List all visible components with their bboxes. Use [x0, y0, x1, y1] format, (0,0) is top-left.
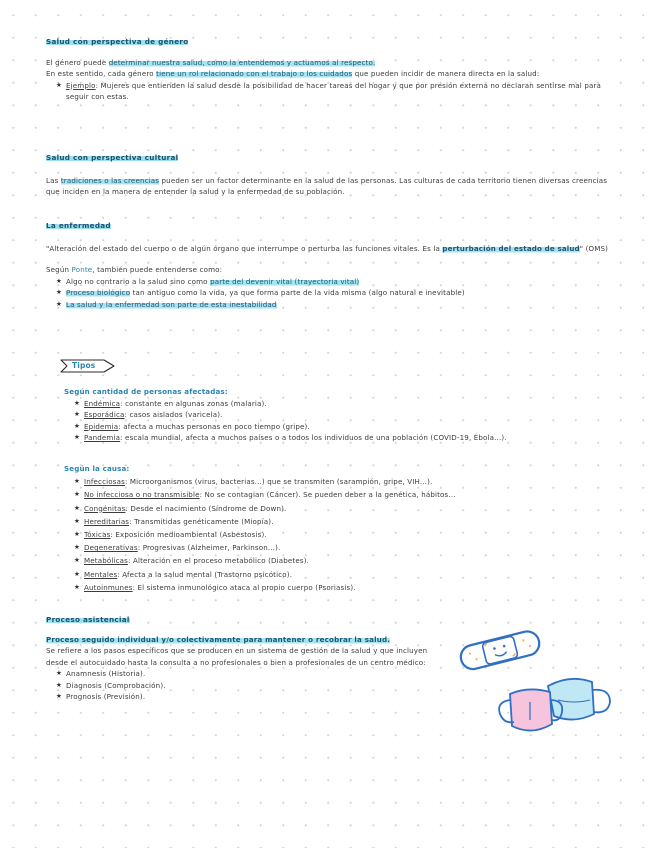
- count-list: [64, 398, 624, 444]
- highlight-text: Proceso biológico: [66, 288, 131, 297]
- text: : constante en algunas zonas (malaria).: [120, 398, 267, 408]
- tipos-label: Tipos: [72, 361, 96, 370]
- term: Autoinmunes: [84, 582, 133, 592]
- text: : Desde el nacimiento (Síndrome de Down).: [125, 503, 287, 513]
- highlight-text: perturbación del estado de salud: [442, 243, 580, 253]
- text: En este sentido, cada género: [46, 69, 157, 78]
- cause-list: [64, 475, 624, 594]
- list-item: [56, 299, 616, 311]
- heading-care-process: Proceso asistencial: [46, 615, 130, 624]
- cultural-paragraph: [46, 175, 616, 198]
- term: Congénitas: [84, 503, 126, 513]
- text: : casos aislados (varicela).: [124, 410, 223, 419]
- list-item: [74, 528, 624, 541]
- text: , también puede entenderse como:: [92, 265, 223, 274]
- heading-disease: La enfermedad: [46, 221, 111, 230]
- text: pueden ser un factor determinante en la salud de las personas. Las culturas de cada territorio tienen diversas creencias que inciden en la manera de entender la salud y la enfermedad de su población.: [46, 175, 608, 196]
- types-by-count: [64, 386, 624, 444]
- text: Las: [46, 175, 61, 185]
- list-item: ★ Anamnesis (Historia).: [56, 668, 436, 680]
- text: : Exposición medioambiental (Asbestosis).: [110, 530, 267, 540]
- text: : escala mundial, afecta a muchos países o a todos los individuos de una población (COVID-19, Ébola...).: [120, 433, 507, 442]
- term: Ejemplo: [66, 80, 96, 90]
- list-item: [56, 276, 616, 288]
- term: Infecciosas: [84, 477, 125, 487]
- section-cultural: [46, 152, 616, 198]
- bandaid-icon: [456, 628, 546, 672]
- heading-gender: Salud con perspectiva de género: [46, 37, 189, 46]
- text: : Alteración en el proceso metabólico (Diabetes).: [128, 556, 310, 566]
- care-process-list: [46, 668, 436, 703]
- author-name: Ponte: [71, 265, 93, 274]
- term: No infecciosa o no transmisible: [84, 490, 200, 500]
- list-item: [74, 568, 624, 581]
- section-disease: [46, 220, 616, 310]
- list-item: [74, 581, 624, 594]
- list-item: [56, 287, 616, 299]
- term: Pandemia: [84, 433, 121, 442]
- term: Esporádica: [84, 410, 125, 419]
- term: Epidemia: [84, 421, 119, 431]
- text: : afecta a muchas personas en poco tiempo (gripe).: [118, 421, 310, 431]
- list-item: ★ Prognosis (Previsión).: [56, 691, 436, 703]
- term: Metabólicas: [84, 556, 128, 566]
- highlight-text: determinar nuestra salud, como la entendemos y actuamos al respecto.: [108, 57, 376, 67]
- text: : Mujeres que entienden la salud desde la posibilidad de hacer tareas del hogar y que por presión externa no declaran sentirse mal para seguir con estas.: [66, 80, 602, 101]
- group-title-count: Según cantidad de personas afectadas:: [64, 387, 228, 396]
- list-item: [74, 432, 624, 444]
- section-care-process: [46, 614, 436, 703]
- list-item: [74, 398, 624, 410]
- ponte-intro: [46, 264, 616, 276]
- care-process-body: Se refiere a los pasos específicos que se producen en un sistema de gestión de la salud y que incluyen desde el autocuidado hasta la consulta a no profesionales o bien a profesionales de un centro médico:: [46, 646, 428, 667]
- tipos-tag: [60, 359, 116, 373]
- highlight-text: tiene un rol relacionado con el trabajo o los cuidados: [156, 69, 353, 78]
- term: Mentales: [84, 569, 118, 579]
- gender-line-2: [46, 68, 616, 80]
- text: : Transmitidas genéticamente (Miopía).: [129, 516, 274, 526]
- text: que pueden incidir de manera directa en la salud:: [352, 69, 540, 78]
- list-item: [74, 409, 624, 421]
- disease-definition: [46, 243, 616, 255]
- types-by-cause: [64, 462, 624, 594]
- list-item: [74, 541, 624, 554]
- highlight-text: La salud y la enfermedad son parte de esta inestabilidad: [66, 299, 277, 309]
- text: " (OMS): [579, 243, 609, 253]
- highlight-text: parte del devenir vital (trayectoria vital): [210, 276, 360, 286]
- gender-line-1: [46, 57, 616, 69]
- list-item: [74, 488, 624, 501]
- text: : Progresivas (Alzheimer, Parkinson...).: [137, 543, 281, 553]
- list-item: [56, 80, 616, 103]
- text: : Microorganismos (virus, bacterias...) que se transmiten (sarampión, gripe, VIH...).: [124, 477, 433, 487]
- highlight-text: tradiciones o las creencias: [60, 175, 160, 185]
- list-item: [74, 421, 624, 433]
- term: Degenerativas: [84, 543, 138, 553]
- text: "Alteración del estado del cuerpo o de algún órgano que interrumpe o perturba las funciones vitales. Es la: [46, 243, 443, 253]
- list-item: [74, 554, 624, 567]
- term: Endémica: [84, 398, 121, 408]
- list-item: [74, 475, 624, 488]
- heading-cultural: Salud con perspectiva cultural: [46, 153, 179, 162]
- text: : El sistema inmunológico ataca al propio cuerpo (Psoriasis).: [132, 582, 356, 592]
- term: Hereditarias: [84, 516, 130, 526]
- text: Según: [46, 265, 72, 274]
- text: El género puede: [46, 57, 109, 67]
- list-item: [74, 502, 624, 515]
- group-title-cause: Según la causa:: [64, 464, 130, 473]
- ponte-list: [46, 276, 616, 311]
- list-item: ★ Diagnosis (Comprobación).: [56, 680, 436, 692]
- face-masks-icon: [496, 672, 620, 742]
- care-process-subtitle: Proceso seguido individual y/o colectivamente para mantener o recobrar la salud.: [46, 634, 391, 644]
- text: Algo no contrario a la salud sino como: [66, 276, 211, 286]
- list-item: [74, 515, 624, 528]
- gender-list: [46, 80, 616, 103]
- section-gender: [46, 36, 616, 103]
- text: tan antiguo como la vida, ya que forma parte de la vida misma (algo natural e inevitable): [130, 288, 465, 297]
- term: Tóxicas: [84, 530, 111, 540]
- text: : Afecta a la salud mental (Trastorno psicótico).: [117, 569, 293, 579]
- text: : No se contagian (Cáncer). Se pueden deber a la genética, hábitos...: [199, 490, 456, 500]
